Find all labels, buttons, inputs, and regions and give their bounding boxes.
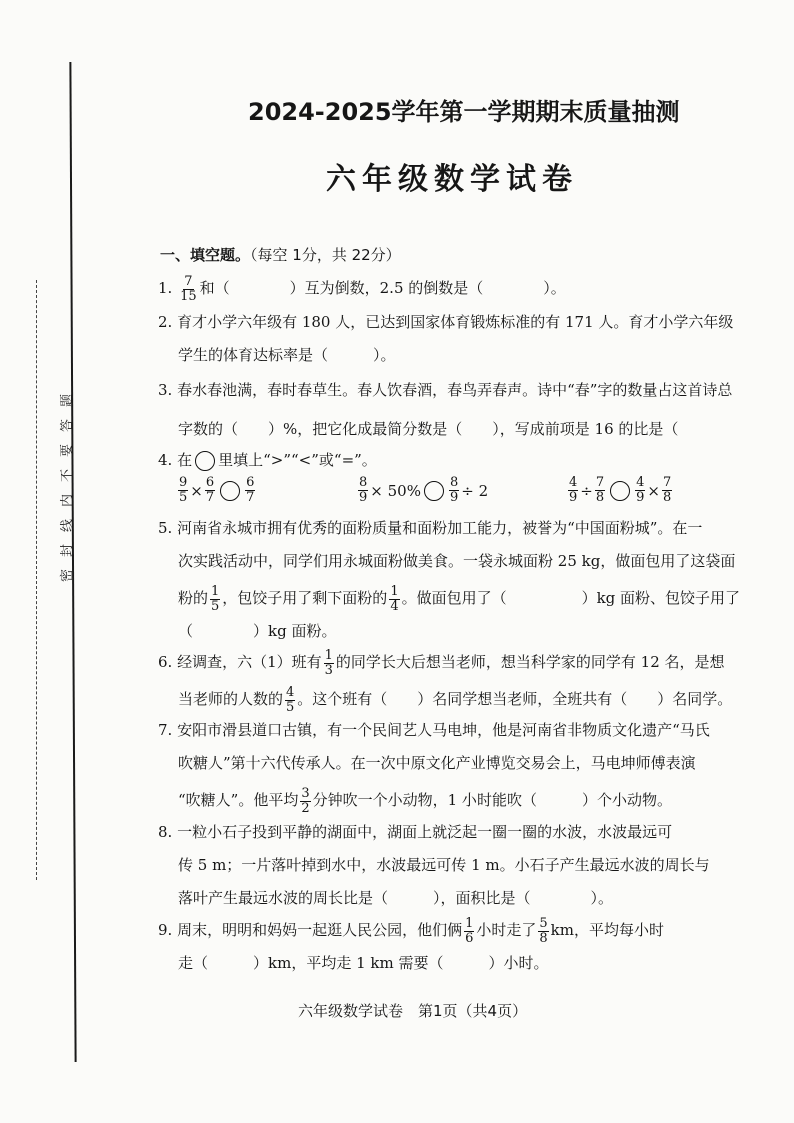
seal-char: 线 (60, 518, 76, 533)
question-8 (158, 816, 758, 915)
question-5 (158, 512, 758, 648)
fraction: $\frac{7}{15}$ (180, 273, 197, 304)
q4-expression-1: $\frac{9}{5}$ × $\frac{6}{7}$ $\frac{6}{7}$ (179, 475, 255, 505)
cut-dashed-line (36, 280, 37, 880)
q2-line1: 2. 育才小学六年级有 180 人，已达到国家体育锻炼标准的有 171 人。育才小学六年级 (158, 313, 734, 331)
question-1 (158, 272, 758, 305)
q7-line2: 吹糖人”第十六代传承人。在一次中原文化产业博览交易会上，马电坤师傅表演 (178, 754, 696, 772)
question-6 (158, 646, 758, 716)
q8-line2: 传 5 m；一片落叶掉到水中，水波最远可传 1 m。小石子产生最远水波的周长与 (178, 856, 710, 874)
exam-title: 2024-2025学年第一学期期末质量抽测 (248, 98, 680, 126)
q8-line3: 落叶产生最远水波的周长比是（ ），面积比是（ ）。 (178, 889, 614, 907)
question-7 (158, 714, 758, 817)
q4-post: 里填上“>”“<”或“=”。 (218, 451, 377, 469)
q5-line2: 次实践活动中，同学们用永城面粉做美食。一袋永城面粉 25 kg，做面包用了这袋面 (178, 552, 736, 570)
compare-circle-icon[interactable] (424, 481, 444, 501)
q3-line1: 3. 春水春池满，春时春草生。春人饮春酒，春鸟弄春声。诗中“春”字的数量占这首诗总 (158, 381, 733, 399)
section-label: 一、填空题。 (160, 246, 251, 264)
seal-char: 不 (60, 468, 76, 483)
seal-char: 封 (60, 543, 76, 558)
question-4 (158, 444, 758, 477)
page-footer: 六年级数学试卷 第1页（共4页） (298, 1002, 528, 1020)
q9-line2: 走（ ）km，平均走 1 km 需要（ ）小时。 (178, 954, 549, 972)
q8-line1: 8. 一粒小石子投到平静的湖面中，湖面上就泛起一圈一圈的水波，水波最远可 (158, 823, 673, 841)
section-note: （每空 1分，共 22分） (250, 246, 401, 264)
question-9 (158, 914, 758, 980)
q4-pre: 4. 在 (158, 451, 193, 469)
q7-line3: “吹糖人”。他平均 $\frac{3}{2}$ 分钟吹一个小动物，1 小时能吹（ ）个小动物。 (178, 785, 672, 816)
seal-char: 要 (60, 443, 76, 458)
seal-char: 题 (60, 393, 76, 408)
q5-line1: 5. 河南省永城市拥有优秀的面粉质量和面粉加工能力，被誉为“中国面粉城”。在一 (158, 519, 703, 537)
q4-expression-3: $\frac{4}{9}$ ÷ $\frac{7}{8}$ $\frac{4}{9}$ × $\frac{7}{8}$ (569, 475, 672, 505)
seal-char: 答 (60, 418, 76, 433)
q1-num: 1. (158, 279, 173, 297)
q3-line2: 字数的（ ）%，把它化成最简分数是（ ），写成前项是 16 的比是（ (178, 420, 679, 438)
seal-char: 内 (60, 493, 76, 508)
compare-circle-icon[interactable] (610, 481, 630, 501)
question-3 (158, 374, 758, 446)
q2-line2: 学生的体育达标率是（ ）。 (178, 346, 396, 364)
exam-subtitle: 六年级数学试卷 (326, 162, 578, 197)
q7-line1: 7. 安阳市滑县道口古镇，有一个民间艺人马电坤，他是河南省非物质文化遗产“马氏 (158, 721, 710, 739)
q6-line2: 当老师的人数的 $\frac{4}{5}$ 。这个班有（ ）名同学想当老师，全班共有（ ）名同学。 (178, 684, 733, 715)
q1-text: 和（ ）互为倒数，2.5 的倒数是（ ）。 (199, 279, 566, 297)
section-heading (160, 244, 401, 265)
compare-circle-icon (195, 451, 215, 471)
seal-margin-text (56, 388, 80, 588)
q6-line1: 6. 经调查，六（1）班有 $\frac{1}{3}$ 的同学长大后想当老师，想当科学家的同学有 12 名，是想 (158, 647, 725, 678)
question-2 (158, 306, 758, 372)
compare-circle-icon[interactable] (220, 481, 240, 501)
q9-line1: 9. 周末，明明和妈妈一起逛人民公园，他们俩 $\frac{1}{6}$ 小时走了 $\frac{5}{8}$ km，平均每小时 (158, 915, 664, 946)
q4-expression-2: $\frac{8}{9}$ × 50% $\frac{8}{9}$ ÷ 2 (359, 475, 489, 505)
seal-char: 密 (60, 568, 76, 583)
q5-line4: （ ）kg 面粉。 (178, 622, 337, 640)
q5-line3: 粉的 $\frac{1}{5}$ ，包饺子用了剩下面粉的 $\frac{1}{4}$ 。做面包用了（ ）kg 面粉、包饺子用了 (178, 583, 741, 614)
